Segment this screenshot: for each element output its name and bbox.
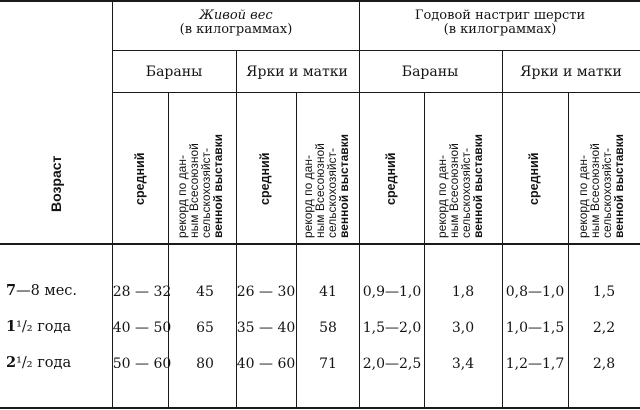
row-age-1-number: 1 <box>6 318 17 335</box>
live-weight-unit: (в килограммах) <box>179 22 293 37</box>
live-rams-average-header: средний <box>133 152 147 205</box>
row-age-0-text: —8 мес. <box>16 283 78 299</box>
record-line-4: венной выставки <box>337 133 351 238</box>
cell-r1-c2: 35 — 40 <box>236 320 296 336</box>
col-divider-wool-avg <box>424 92 425 409</box>
record-line-2: ным Всесоюзной <box>588 143 602 238</box>
cell-r0-c2: 26 — 30 <box>236 284 296 300</box>
row-age-2-text: ¹/₂ года <box>16 355 72 371</box>
row-age-0-number: 7 <box>6 282 17 299</box>
cell-r1-c4: 1,5—2,0 <box>362 320 422 336</box>
record-line-4: венной выставки <box>211 133 225 238</box>
cell-r2-c3: 71 <box>319 356 337 372</box>
cell-r2-c7: 2,8 <box>592 356 616 372</box>
age-header: Возраст <box>48 155 64 212</box>
record-line-4: венной выставки <box>612 133 626 238</box>
live-weight-header <box>180 9 293 37</box>
cell-r0-c6: 0,8—1,0 <box>505 284 565 300</box>
cell-r0-c1: 45 <box>196 284 214 300</box>
col-divider-wool-rams-ewes <box>502 50 503 409</box>
col-divider-groups <box>359 0 360 409</box>
row-age-1 <box>6 318 71 335</box>
cell-r2-c6: 1,2—1,7 <box>505 356 565 372</box>
cell-r2-c4: 2,0—2,5 <box>362 356 422 372</box>
record-line-1: рекорд по дан- <box>435 155 449 238</box>
cell-r1-c5: 3,0 <box>451 320 475 336</box>
cell-r0-c4: 0,9—1,0 <box>362 284 422 300</box>
cell-r1-c7: 2,2 <box>592 320 616 336</box>
wool-rams-average-header: средний <box>384 152 398 205</box>
cell-r1-c1: 65 <box>196 320 214 336</box>
cell-r2-c5: 3,4 <box>451 356 475 372</box>
cell-r2-c2: 40 — 60 <box>236 356 296 372</box>
cell-r2-c0: 50 — 60 <box>112 356 172 372</box>
wool-clip-header <box>415 9 585 37</box>
cell-r0-c3: 41 <box>319 284 337 300</box>
cell-r2-c1: 80 <box>196 356 214 372</box>
table-top-rule <box>0 0 640 2</box>
wool-ewes-record-header <box>577 134 625 238</box>
wool-ewes-header: Ярки и матки <box>520 64 622 80</box>
record-line-4: венной выставки <box>471 133 485 238</box>
record-line-3: сельскохозяйст- <box>325 147 339 238</box>
group-divider-rule <box>112 50 640 51</box>
wool-clip-unit: (в килограммах) <box>443 22 557 37</box>
cell-r0-c5: 1,8 <box>451 284 475 300</box>
col-divider-wool-ewes-avg <box>568 92 569 409</box>
live-weight-title: Живой вес <box>199 8 273 23</box>
wool-rams-header: Бараны <box>401 64 459 80</box>
header-bottom-rule <box>0 243 640 245</box>
live-rams-header: Бараны <box>145 64 203 80</box>
subgroup-divider-rule <box>112 92 640 93</box>
cell-r1-c3: 58 <box>319 320 337 336</box>
live-rams-record-header <box>176 134 224 238</box>
live-ewes-average-header: средний <box>258 152 272 205</box>
cell-r1-c6: 1,0—1,5 <box>505 320 565 336</box>
live-ewes-header: Ярки и матки <box>246 64 348 80</box>
record-line-2: ным Всесоюзной <box>187 143 201 238</box>
wool-clip-title: Годовой настриг шерсти <box>414 8 586 23</box>
live-ewes-record-header <box>302 134 350 238</box>
cell-r0-c7: 1,5 <box>592 284 616 300</box>
record-line-1: рекорд по дан- <box>301 155 315 238</box>
cell-r1-c0: 40 — 50 <box>112 320 172 336</box>
record-line-2: ным Всесоюзной <box>313 143 327 238</box>
record-line-3: сельскохозяйст- <box>459 147 473 238</box>
wool-ewes-average-header: средний <box>527 152 541 205</box>
record-line-2: ным Всесоюзной <box>447 143 461 238</box>
cell-r0-c0: 28 — 32 <box>112 284 172 300</box>
wool-rams-record-header <box>436 134 484 238</box>
col-divider-live-ewes-avg <box>296 92 297 409</box>
record-line-3: сельскохозяйст- <box>600 147 614 238</box>
row-age-0 <box>6 282 77 299</box>
record-line-1: рекорд по дан- <box>576 155 590 238</box>
record-line-3: сельскохозяйст- <box>199 147 213 238</box>
col-divider-age <box>112 0 113 409</box>
record-line-1: рекорд по дан- <box>175 155 189 238</box>
row-age-1-text: ¹/₂ года <box>16 319 72 335</box>
row-age-2 <box>6 354 71 371</box>
row-age-2-number: 2 <box>6 354 17 371</box>
table-bottom-rule <box>0 407 640 409</box>
